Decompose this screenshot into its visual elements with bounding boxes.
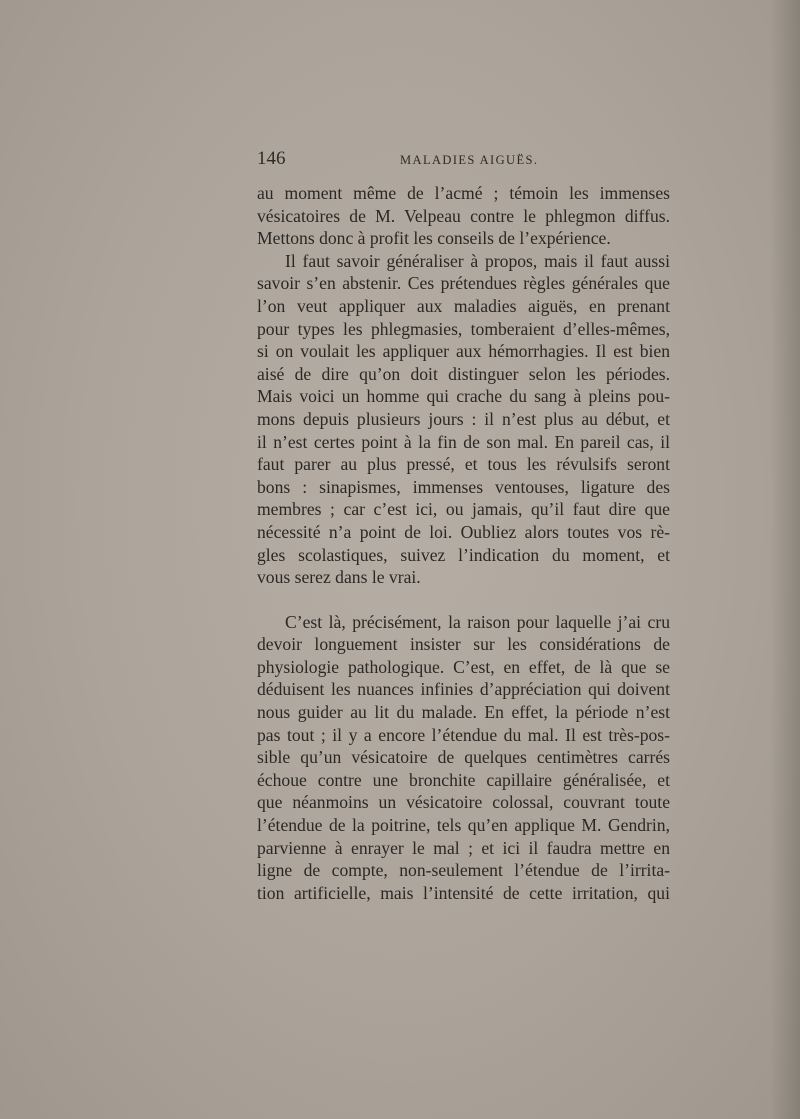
text-line: faut parer au plus pressé, et tous les révulsifs seront [257,454,670,475]
text-line: nécessité n’a point de loi. Oubliez alors toutes vos rè- [257,521,670,542]
text-line: aisé de dire qu’on doit distinguer selon les périodes. [257,363,670,384]
paragraph-1 [257,182,670,250]
text-line: Il faut savoir généraliser à propos, mais il faut aussi [285,250,670,271]
text-line: tion artificielle, mais l’intensité de cette irritation, qui [257,882,670,903]
text-line: pas tout ; il y a encore l’étendue du mal. Il est très-pos- [257,724,670,745]
text-line: si on voulait les appliquer aux hémorrhagies. Il est bien [257,341,670,362]
text-line: il n’est certes point à la fin de son mal. En pareil cas, il [257,431,670,452]
paragraph-3 [257,611,670,905]
text-line: bons : sinapismes, immenses ventouses, ligature des [257,476,670,497]
text-line: Mais voici un homme qui crache du sang à pleins pou- [257,386,670,407]
text-line: au moment même de l’acmé ; témoin les immenses [257,183,670,203]
text-line: nous guider au lit du malade. En effet, la période n’est [257,702,670,723]
text-line: parvienne à enrayer le mal ; et ici il faudra mettre en [257,837,670,858]
text-line: C’est là, précisément, la raison pour laquelle j’ai cru [285,611,670,632]
text-line: sible qu’un vésicatoire de quelques centimètres carrés [257,747,670,768]
text-line: ligne de compte, non-seulement l’étendue de l’irrita- [257,860,670,881]
running-header [257,148,670,172]
text-line: gles scolastiques, suivez l’indication du moment, et [257,544,670,565]
text-line: vous serez dans le vrai. [257,567,421,588]
body-text [257,182,670,904]
page-edge-shadow [770,0,800,1119]
text-line: que néanmoins un vésicatoire colossal, couvrant toute [257,792,670,813]
text-line: l’étendue de la poitrine, tels qu’en applique M. Gendrin, [257,815,670,836]
text-line: vésicatoires de M. Velpeau contre le phlegmon diffus. [257,205,670,226]
text-line: physiologie pathologique. C’est, en effet, de là que se [257,656,670,677]
running-title: MALADIES AIGUËS. [400,153,539,167]
text-line: pour types les phlegmasies, tomberaient d’elles-mêmes, [257,318,670,339]
text-line: savoir s’en abstenir. Ces prétendues règles générales que [257,273,670,294]
text-line: membres ; car c’est ici, ou jamais, qu’il faut dire que [257,499,670,520]
text-line: Mettons donc à profit les conseils de l’expérience. [257,228,611,249]
text-line: échoue contre une bronchite capillaire généralisée, et [257,769,670,790]
text-line: mons depuis plusieurs jours : il n’est plus au début, et [257,408,670,429]
text-line: devoir longuement insister sur les considérations de [257,634,670,655]
text-line: déduisent les nuances infinies d’appréciation qui doivent [257,679,670,700]
page-number: 146 [257,148,286,169]
paragraph-2 [257,250,670,589]
text-line: l’on veut appliquer aux maladies aiguës, en prenant [257,295,670,316]
paragraph-spacer [257,589,670,611]
